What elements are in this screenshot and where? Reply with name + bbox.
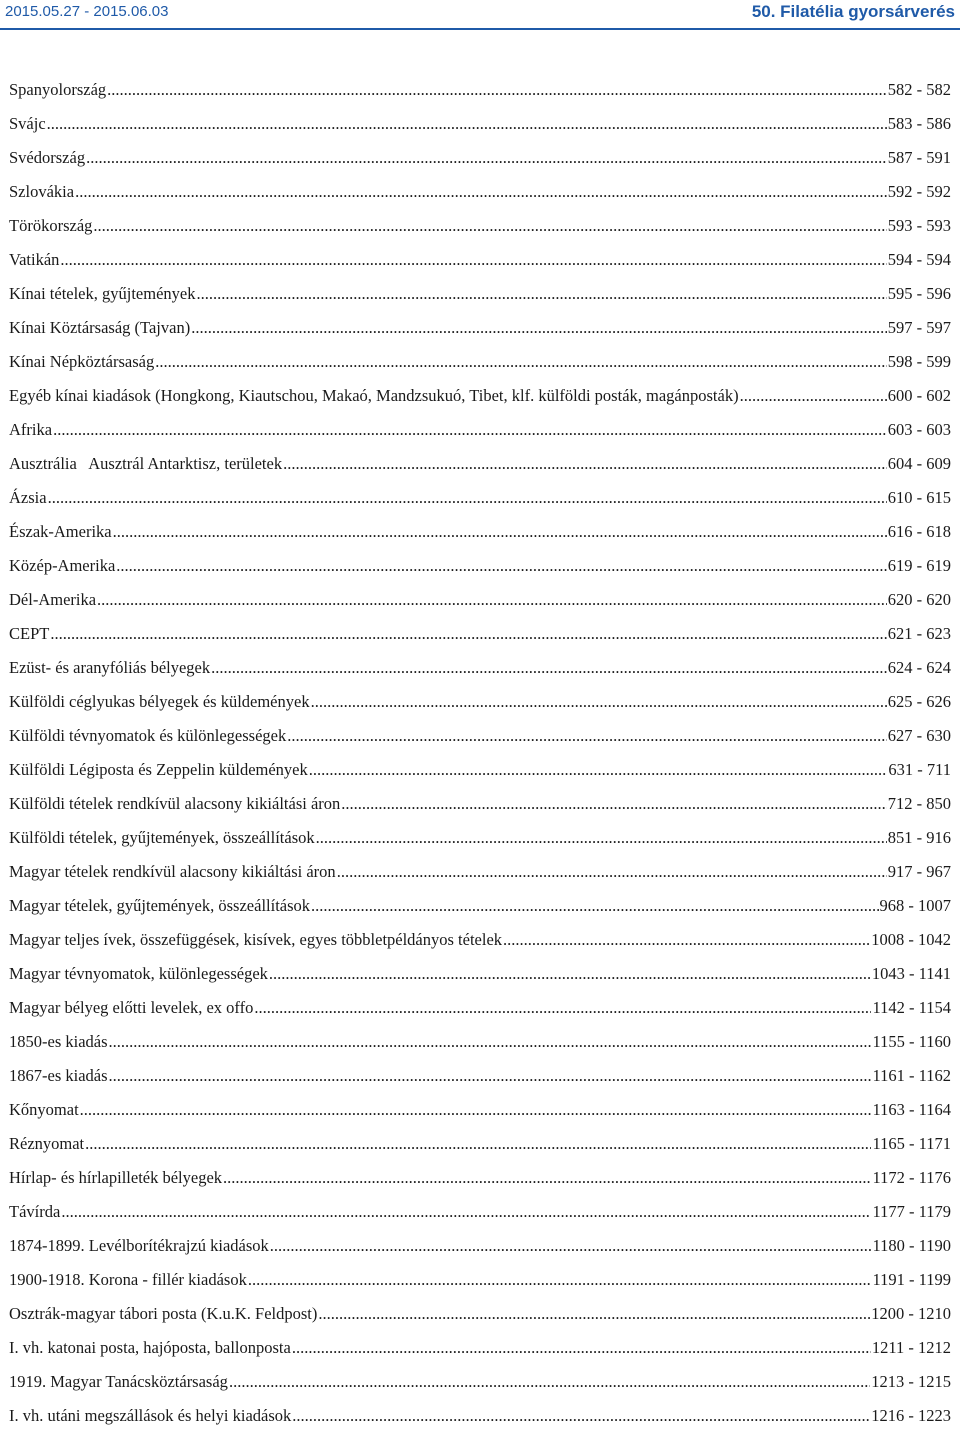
toc-entry-leader-dots [229, 1365, 870, 1399]
toc-entry-leader-dots [254, 991, 871, 1025]
toc-entry-leader-dots [107, 73, 887, 107]
toc-entry-label: Egyéb kínai kiadások (Hongkong, Kiautschou, Makaó, Mandzsukuó, Tibet, klf. külföldi posták, magánposták) [9, 386, 739, 405]
toc-entry-label: Spanyolország [9, 80, 107, 99]
toc-entry[interactable] [9, 787, 951, 821]
toc-entry[interactable] [9, 991, 951, 1025]
toc-entry-label: Kínai Népköztársaság [9, 352, 155, 371]
toc-entry[interactable] [9, 107, 951, 141]
toc-entry[interactable] [9, 855, 951, 889]
toc-entry-lot-range: 917 - 967 [887, 862, 951, 881]
toc-entry-leader-dots [223, 1161, 871, 1195]
toc-entry-leader-dots [61, 1195, 871, 1229]
toc-entry-label: Magyar tévnyomatok, különlegességek [9, 964, 268, 983]
toc-entry-label: Külföldi tévnyomatok és különlegességek [9, 726, 287, 745]
toc-entry-leader-dots [60, 243, 886, 277]
toc-entry-label: Vatikán [9, 250, 60, 269]
toc-entry[interactable] [9, 311, 951, 345]
toc-entry-lot-range: 1213 - 1215 [871, 1372, 951, 1391]
toc-entry[interactable] [9, 1297, 951, 1331]
toc-entry-lot-range: 597 - 597 [887, 318, 951, 337]
toc-entry-leader-dots [311, 685, 887, 719]
toc-entry-label: Kínai Köztársaság (Tajvan) [9, 318, 191, 337]
toc-entry-leader-dots [155, 345, 887, 379]
toc-entry-lot-range: 1200 - 1210 [871, 1304, 951, 1323]
toc-entry-lot-range: 621 - 623 [887, 624, 951, 643]
toc-entry-label: Magyar tételek, gyűjtemények, összeállítások [9, 896, 311, 915]
toc-entry[interactable] [9, 345, 951, 379]
toc-entry[interactable] [9, 175, 951, 209]
toc-entry-lot-range: 624 - 624 [887, 658, 951, 677]
toc-entry-lot-range: 598 - 599 [887, 352, 951, 371]
toc-entry-lot-range: 604 - 609 [887, 454, 951, 473]
toc-entry[interactable] [9, 821, 951, 855]
toc-entry-leader-dots [85, 1127, 871, 1161]
toc-entry-label: Magyar bélyeg előtti levelek, ex offo [9, 998, 254, 1017]
toc-entry-leader-dots [211, 651, 887, 685]
toc-entry-leader-dots [191, 311, 887, 345]
toc-entry[interactable] [9, 379, 951, 413]
toc-entry-lot-range: 851 - 916 [887, 828, 951, 847]
header-date-range: 2015.05.27 - 2015.06.03 [5, 3, 169, 20]
toc-entry-lot-range: 1008 - 1042 [871, 930, 951, 949]
toc-entry[interactable] [9, 1093, 951, 1127]
toc-entry-label: 1850-es kiadás [9, 1032, 108, 1051]
toc-entry-label: Távírda [9, 1202, 61, 1221]
toc-entry-label: 1874-1899. Levélborítékrajzú kiadások [9, 1236, 269, 1255]
toc-entry-lot-range: 583 - 586 [887, 114, 951, 133]
toc-entry-leader-dots [109, 1059, 872, 1093]
toc-entry-leader-dots [47, 107, 887, 141]
toc-entry-leader-dots [309, 753, 888, 787]
toc-entry-lot-range: 603 - 603 [887, 420, 951, 439]
header-title: 50. Filatélia gyorsárverés [751, 2, 955, 21]
toc-entry-leader-dots [503, 923, 870, 957]
toc-entry-lot-range: 625 - 626 [887, 692, 951, 711]
toc-entry-leader-dots [740, 379, 887, 413]
toc-entry-label: Magyar tételek rendkívül alacsony kikiáltási áron [9, 862, 336, 881]
toc-entry-label: Afrika [9, 420, 53, 439]
toc-entry-leader-dots [283, 447, 887, 481]
toc-entry-label: Réznyomat [9, 1134, 85, 1153]
toc-entry[interactable] [9, 1195, 951, 1229]
toc-entry-lot-range: 616 - 618 [887, 522, 951, 541]
toc-entry-lot-range: 1161 - 1162 [872, 1066, 951, 1085]
toc-entry-label: Közép-Amerika [9, 556, 116, 575]
toc-entry-lot-range: 594 - 594 [887, 250, 951, 269]
toc-entry-lot-range: 1142 - 1154 [872, 998, 951, 1017]
toc-entry-label: I. vh. katonai posta, hajóposta, ballonposta [9, 1338, 291, 1357]
toc-entry-leader-dots [48, 481, 887, 515]
toc-entry[interactable] [9, 1365, 951, 1399]
toc-entry-lot-range: 600 - 602 [887, 386, 951, 405]
toc-entry-label: I. vh. utáni megszállások és helyi kiadások [9, 1406, 292, 1425]
toc-entry-leader-dots [318, 1297, 870, 1331]
toc-entry[interactable] [9, 549, 951, 583]
toc-entry[interactable] [9, 447, 951, 481]
toc-entry-leader-dots [97, 583, 887, 617]
toc-entry-leader-dots [287, 719, 887, 753]
toc-entry-leader-dots [337, 855, 887, 889]
toc-entry-lot-range: 1043 - 1141 [871, 964, 951, 983]
toc-entry-lot-range: 1177 - 1179 [872, 1202, 951, 1221]
toc-entry[interactable] [9, 617, 951, 651]
toc-entry-leader-dots [269, 957, 871, 991]
toc-entry[interactable] [9, 719, 951, 753]
toc-entry-label: 1867-es kiadás [9, 1066, 108, 1085]
toc-entry-lot-range: 1211 - 1212 [871, 1338, 951, 1357]
toc-entry-lot-range: 1180 - 1190 [872, 1236, 951, 1255]
toc-entry[interactable] [9, 1127, 951, 1161]
toc-entry-label: Külföldi tételek, gyűjtemények, összeállítások [9, 828, 315, 847]
toc-entry-lot-range: 619 - 619 [887, 556, 951, 575]
toc-entry-leader-dots [86, 141, 887, 175]
toc-entry-lot-range: 587 - 591 [887, 148, 951, 167]
toc-entry[interactable] [9, 413, 951, 447]
toc-entry[interactable] [9, 141, 951, 175]
toc-entry[interactable] [9, 923, 951, 957]
toc-entry-leader-dots [80, 1093, 872, 1127]
toc-entry-label: Ázsia [9, 488, 47, 507]
toc-entry-leader-dots [316, 821, 887, 855]
toc-entry-lot-range: 1163 - 1164 [872, 1100, 951, 1119]
toc-entry-leader-dots [109, 1025, 872, 1059]
toc-entry-label: Külföldi céglyukas bélyegek és küldemények [9, 692, 310, 711]
toc-entry[interactable] [9, 243, 951, 277]
toc-entry-lot-range: 610 - 615 [887, 488, 951, 507]
toc-entry-leader-dots [113, 515, 887, 549]
toc-entry-label: Szlovákia [9, 182, 75, 201]
toc-entry-lot-range: 1191 - 1199 [872, 1270, 951, 1289]
toc-entry[interactable] [9, 1263, 951, 1297]
toc-entry-leader-dots [292, 1331, 871, 1365]
toc-entry-leader-dots [93, 209, 886, 243]
toc-entry-label: CEPT [9, 624, 50, 643]
toc-entry[interactable] [9, 1059, 951, 1093]
toc-entry-lot-range: 620 - 620 [887, 590, 951, 609]
toc-entry-label: Kőnyomat [9, 1100, 79, 1119]
toc-entry-label: Ezüst- és aranyfóliás bélyegek [9, 658, 211, 677]
toc-entry-label: Magyar teljes ívek, összefüggések, kisívek, egyes többletpéldányos tételek [9, 930, 503, 949]
toc-entry[interactable] [9, 1229, 951, 1263]
toc-entry[interactable] [9, 1161, 951, 1195]
toc-entry-label: Törökország [9, 216, 93, 235]
toc-entry[interactable] [9, 583, 951, 617]
toc-entry-lot-range: 1216 - 1223 [871, 1406, 951, 1425]
toc-entry-lot-range: 1165 - 1171 [872, 1134, 951, 1153]
toc-entry-leader-dots [116, 549, 886, 583]
toc-entry[interactable] [9, 209, 951, 243]
toc-entry-label: 1900-1918. Korona - fillér kiadások [9, 1270, 247, 1289]
toc-entry-leader-dots [341, 787, 886, 821]
table-of-contents [9, 73, 951, 1433]
toc-entry-lot-range: 631 - 711 [888, 760, 951, 779]
toc-entry-leader-dots [311, 889, 878, 923]
toc-entry-leader-dots [248, 1263, 872, 1297]
toc-entry-lot-range: 712 - 850 [887, 794, 951, 813]
toc-entry-label: Dél-Amerika [9, 590, 97, 609]
toc-entry-leader-dots [196, 277, 886, 311]
toc-entry-lot-range: 1172 - 1176 [872, 1168, 951, 1187]
header-divider [0, 28, 960, 30]
toc-entry-leader-dots [270, 1229, 872, 1263]
toc-entry-label: Hírlap- és hírlapilleték bélyegek [9, 1168, 223, 1187]
toc-entry-leader-dots [75, 175, 887, 209]
toc-entry-leader-dots [292, 1399, 870, 1433]
toc-entry[interactable] [9, 277, 951, 311]
toc-entry-leader-dots [50, 617, 886, 651]
toc-entry-label: Osztrák-magyar tábori posta (K.u.K. Feldpost) [9, 1304, 318, 1323]
toc-entry-lot-range: 1155 - 1160 [872, 1032, 951, 1051]
toc-entry-label: Ausztrália Ausztrál Antarktisz, területek [9, 454, 283, 473]
toc-entry-lot-range: 582 - 582 [887, 80, 951, 99]
toc-entry-label: Észak-Amerika [9, 522, 112, 541]
toc-entry-lot-range: 627 - 630 [887, 726, 951, 745]
toc-entry-label: Kínai tételek, gyűjtemények [9, 284, 196, 303]
toc-entry-label: Külföldi Légiposta és Zeppelin küldemények [9, 760, 308, 779]
toc-entry-leader-dots [53, 413, 887, 447]
toc-entry-lot-range: 592 - 592 [887, 182, 951, 201]
toc-entry[interactable] [9, 73, 951, 107]
toc-entry[interactable] [9, 889, 951, 923]
page-header [0, 0, 960, 27]
toc-entry[interactable] [9, 481, 951, 515]
toc-entry[interactable] [9, 957, 951, 991]
toc-entry[interactable] [9, 685, 951, 719]
toc-entry-label: Svédország [9, 148, 86, 167]
toc-entry-lot-range: 595 - 596 [887, 284, 951, 303]
toc-entry[interactable] [9, 1331, 951, 1365]
toc-entry[interactable] [9, 753, 951, 787]
toc-entry-label: 1919. Magyar Tanácsköztársaság [9, 1372, 228, 1391]
toc-entry[interactable] [9, 651, 951, 685]
toc-entry[interactable] [9, 1025, 951, 1059]
toc-entry[interactable] [9, 515, 951, 549]
toc-entry[interactable] [9, 1399, 951, 1433]
toc-entry-lot-range: 968 - 1007 [879, 896, 951, 915]
toc-entry-label: Svájc [9, 114, 46, 133]
toc-entry-lot-range: 593 - 593 [887, 216, 951, 235]
toc-entry-label: Külföldi tételek rendkívül alacsony kikiáltási áron [9, 794, 341, 813]
